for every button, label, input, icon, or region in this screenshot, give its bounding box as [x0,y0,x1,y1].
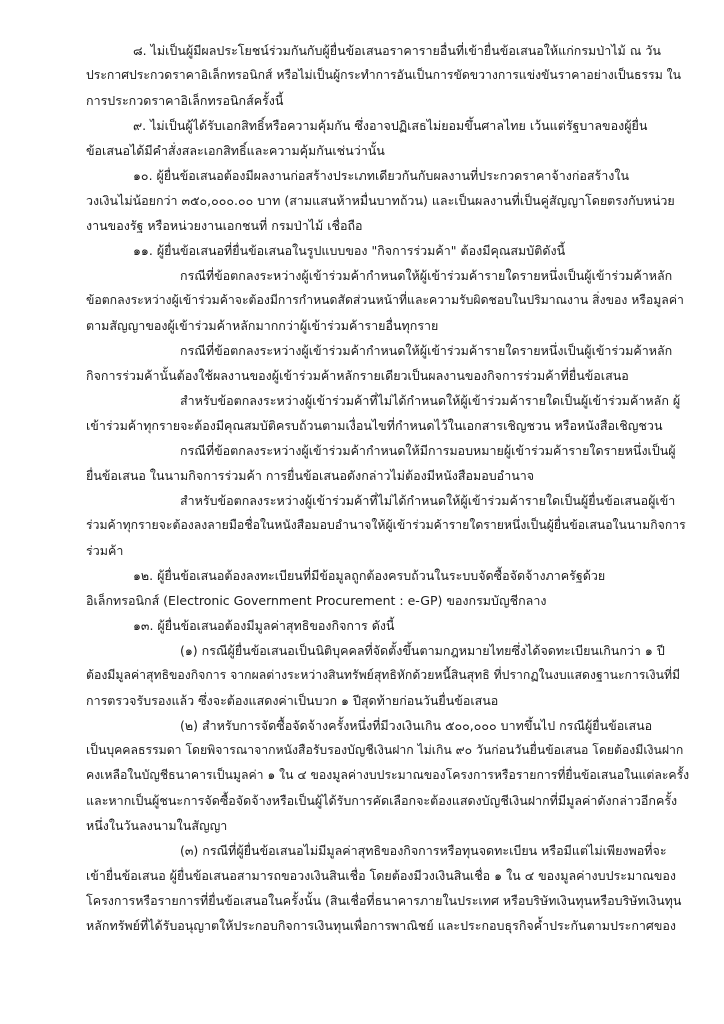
text-line: กรณีที่ข้อตกลงระหว่างผู้เข้าร่วมค้ากำหนดให้ผู้เข้าร่วมค้ารายใดรายหนึ่งเป็นผู้เข้าร่วมค้าหลัก [180,343,673,358]
text-line: ๑๓. ผู้ยื่นข้อเสนอต้องมีมูลค่าสุทธิของกิจการ ดังนี้ [133,618,395,633]
text-line: ร่วมค้า [86,543,124,558]
text-line: ยื่นข้อเสนอ ในนามกิจการร่วมค้า การยื่นข้อเสนอดังกล่าวไม่ต้องมีหนังสือมอบอำนาจ [86,468,535,483]
text-line: ตามสัญญาของผู้เข้าร่วมค้าหลักมากกว่าผู้เข้าร่วมค้ารายอื่นทุกราย [86,318,439,333]
text-line: ประกาศประกวดราคาอิเล็กทรอนิกส์ หรือไม่เป็นผู้กระทำการอันเป็นการขัดขวางการแข่งขันราคาอย่างเป็นธรรม ใน [86,68,682,82]
text-line: ๑๑. ผู้ยื่นข้อเสนอที่ยื่นข้อเสนอในรูปแบบของ "กิจการร่วมค้า" ต้องมีคุณสมบัติดังนี้ [133,243,566,258]
text-line: หนึ่งในวันลงนามในสัญญา [86,818,228,833]
text-line: เข้ายื่นข้อเสนอ ผู้ยื่นข้อเสนอสามารถขอวงเงินสินเชื่อ โดยต้องมีวงเงินสินเชื่อ ๑ ใน ๔ ของมูลค่างบประมาณของ [86,868,676,883]
text-line: ๙. ไม่เป็นผู้ได้รับเอกสิทธิ์หรือความคุ้มกัน ซึ่งอาจปฏิเสธไม่ยอมขึ้นศาลไทย เว้นแต่รัฐบาลของผู้ยื่น [133,118,648,133]
text-line: คงเหลือในบัญชีธนาคารเป็นมูลค่า ๑ ใน ๔ ของมูลค่างบประมาณของโครงการหรือรายการที่ยื่นข้อเสนอในแต่ละครั้ง [86,768,690,782]
text-line: ข้อเสนอได้มีคำสั่งสละเอกสิทธิ์และความคุ้มกันเช่นว่านั้น [86,143,385,158]
text-line: สำหรับข้อตกลงระหว่างผู้เข้าร่วมค้าที่ไม่ได้กำหนดให้ผู้เข้าร่วมค้ารายใดเป็นผู้เข้าร่วมค้าหลัก ผู้ [180,393,681,408]
text-line: งานของรัฐ หรือหน่วยงานเอกชนที่ กรมป่าไม้ เชื่อถือ [86,218,363,233]
text-line: โครงการหรือรายการที่ยื่นข้อเสนอในครั้งนั้น (สินเชื่อที่ธนาคารภายในประเทศ หรือบริษัทเงินทุนหรือบริษัทเงินทุน [86,893,682,908]
paragraph [0,163,724,238]
paragraph [0,113,724,163]
text-line: อิเล็กทรอนิกส์ (Electronic Government Procurement : e-GP) ของกรมบัญชีกลาง [86,593,547,608]
text-line: และหากเป็นผู้ชนะการจัดซื้อจัดจ้างหรือเป็นผู้ได้รับการคัดเลือกจะต้องแสดงบัญชีเงินฝากที่มีมูลค่าดังกล่าวอีกครั้ง [86,793,678,808]
text-line: สำหรับข้อตกลงระหว่างผู้เข้าร่วมค้าที่ไม่ได้กำหนดให้ผู้เข้าร่วมค้ารายใดเป็นผู้ยื่นข้อเสนอผู้เข้า [180,493,676,508]
text-line: เป็นบุคคลธรรมดา โดยพิจารณาจากหนังสือรับรองบัญชีเงินฝาก ไม่เกิน ๙๐ วันก่อนวันยื่นข้อเสนอ โดยต้องมีเงินฝาก [86,743,684,757]
text-line: วงเงินไม่น้อยกว่า ๓๕๐,๐๐๐.๐๐ บาท (สามแสนห้าหมื่นบาทถ้วน) และเป็นผลงานที่เป็นคู่สัญญาโดยตรงกับหน่วย [86,193,675,208]
text-line: กรณีที่ข้อตกลงระหว่างผู้เข้าร่วมค้ากำหนดให้มีการมอบหมายผู้เข้าร่วมค้ารายใดรายหนึ่งเป็นผู้ [180,443,676,458]
text-line: การประกวดราคาอิเล็กทรอนิกส์ครั้งนี้ [86,93,284,108]
text-line: (๓) กรณีที่ผู้ยื่นข้อเสนอไม่มีมูลค่าสุทธิของกิจการหรือทุนจดทะเบียน หรือมีแต่ไม่เพียงพอที่จะ [180,843,667,858]
text-line: (๑) กรณีผู้ยื่นข้อเสนอเป็นนิติบุคคลที่จัดตั้งขึ้นตามกฎหมายไทยซึ่งได้จดทะเบียนเกินกว่า ๑ ปี [180,643,665,658]
text-line: ๑๒. ผู้ยื่นข้อเสนอต้องลงทะเบียนที่มีข้อมูลถูกต้องครบถ้วนในระบบจัดซื้อจัดจ้างภาครัฐด้วย [133,568,606,583]
text-line: หลักทรัพย์ที่ได้รับอนุญาตให้ประกอบกิจการเงินทุนเพื่อการพาณิชย์ และประกอบธุรกิจค้ำประกันตามประกาศของ [86,918,677,933]
paragraph [0,238,724,563]
text-line: ๘. ไม่เป็นผู้มีผลประโยชน์ร่วมกันกับผู้ยื่นข้อเสนอราคารายอื่นที่เข้ายื่นข้อเสนอให้แก่กรมป่าไม้ ณ วัน [133,43,661,58]
paragraph [0,613,724,938]
paragraph [0,38,724,113]
text-line: การตรวจรับรองแล้ว ซึ่งจะต้องแสดงค่าเป็นบวก ๑ ปีสุดท้ายก่อนวันยื่นข้อเสนอ [86,693,499,708]
text-line: (๒) สำหรับการจัดซื้อจัดจ้างครั้งหนึ่งที่มีวงเงินเกิน ๕๐๐,๐๐๐ บาทขึ้นไป กรณีผู้ยื่นข้อเสนอ [180,718,653,733]
text-line: ๑๐. ผู้ยื่นข้อเสนอต้องมีผลงานก่อสร้างประเภทเดียวกันกับผลงานที่ประกวดราคาจ้างก่อสร้างใน [133,168,630,183]
text-line: กิจการร่วมค้านั้นต้องใช้ผลงานของผู้เข้าร่วมค้าหลักรายเดียวเป็นผลงานของกิจการร่วมค้าที่ยื่นข้อเสนอ [86,368,629,383]
text-line: ร่วมค้าทุกรายจะต้องลงลายมือชื่อในหนังสือมอบอำนาจให้ผู้เข้าร่วมค้ารายใดรายหนึ่งเป็นผู้ยื่นข้อเสนอในนามกิจการ [86,518,686,532]
text-line: ต้องมีมูลค่าสุทธิของกิจการ จากผลต่างระหว่างสินทรัพย์สุทธิหักด้วยหนี้สินสุทธิ ที่ปรากฏในงบแสดงฐานะการเงินที่มี [86,668,681,682]
text-line: ข้อตกลงระหว่างผู้เข้าร่วมค้าจะต้องมีการกำหนดสัดส่วนหน้าที่และความรับผิดชอบในปริมาณงาน สิ่งของ หรือมูลค่า [86,293,684,307]
paragraph [0,563,724,613]
document-body [0,38,724,938]
text-line: เข้าร่วมค้าทุกรายจะต้องมีคุณสมบัติครบถ้วนตามเงื่อนไขที่กำหนดไว้ในเอกสารเชิญชวน หรือหนังสือเชิญชวน [86,418,663,433]
text-line: กรณีที่ข้อตกลงระหว่างผู้เข้าร่วมค้ากำหนดให้ผู้เข้าร่วมค้ารายใดรายหนึ่งเป็นผู้เข้าร่วมค้าหลัก [180,268,673,283]
